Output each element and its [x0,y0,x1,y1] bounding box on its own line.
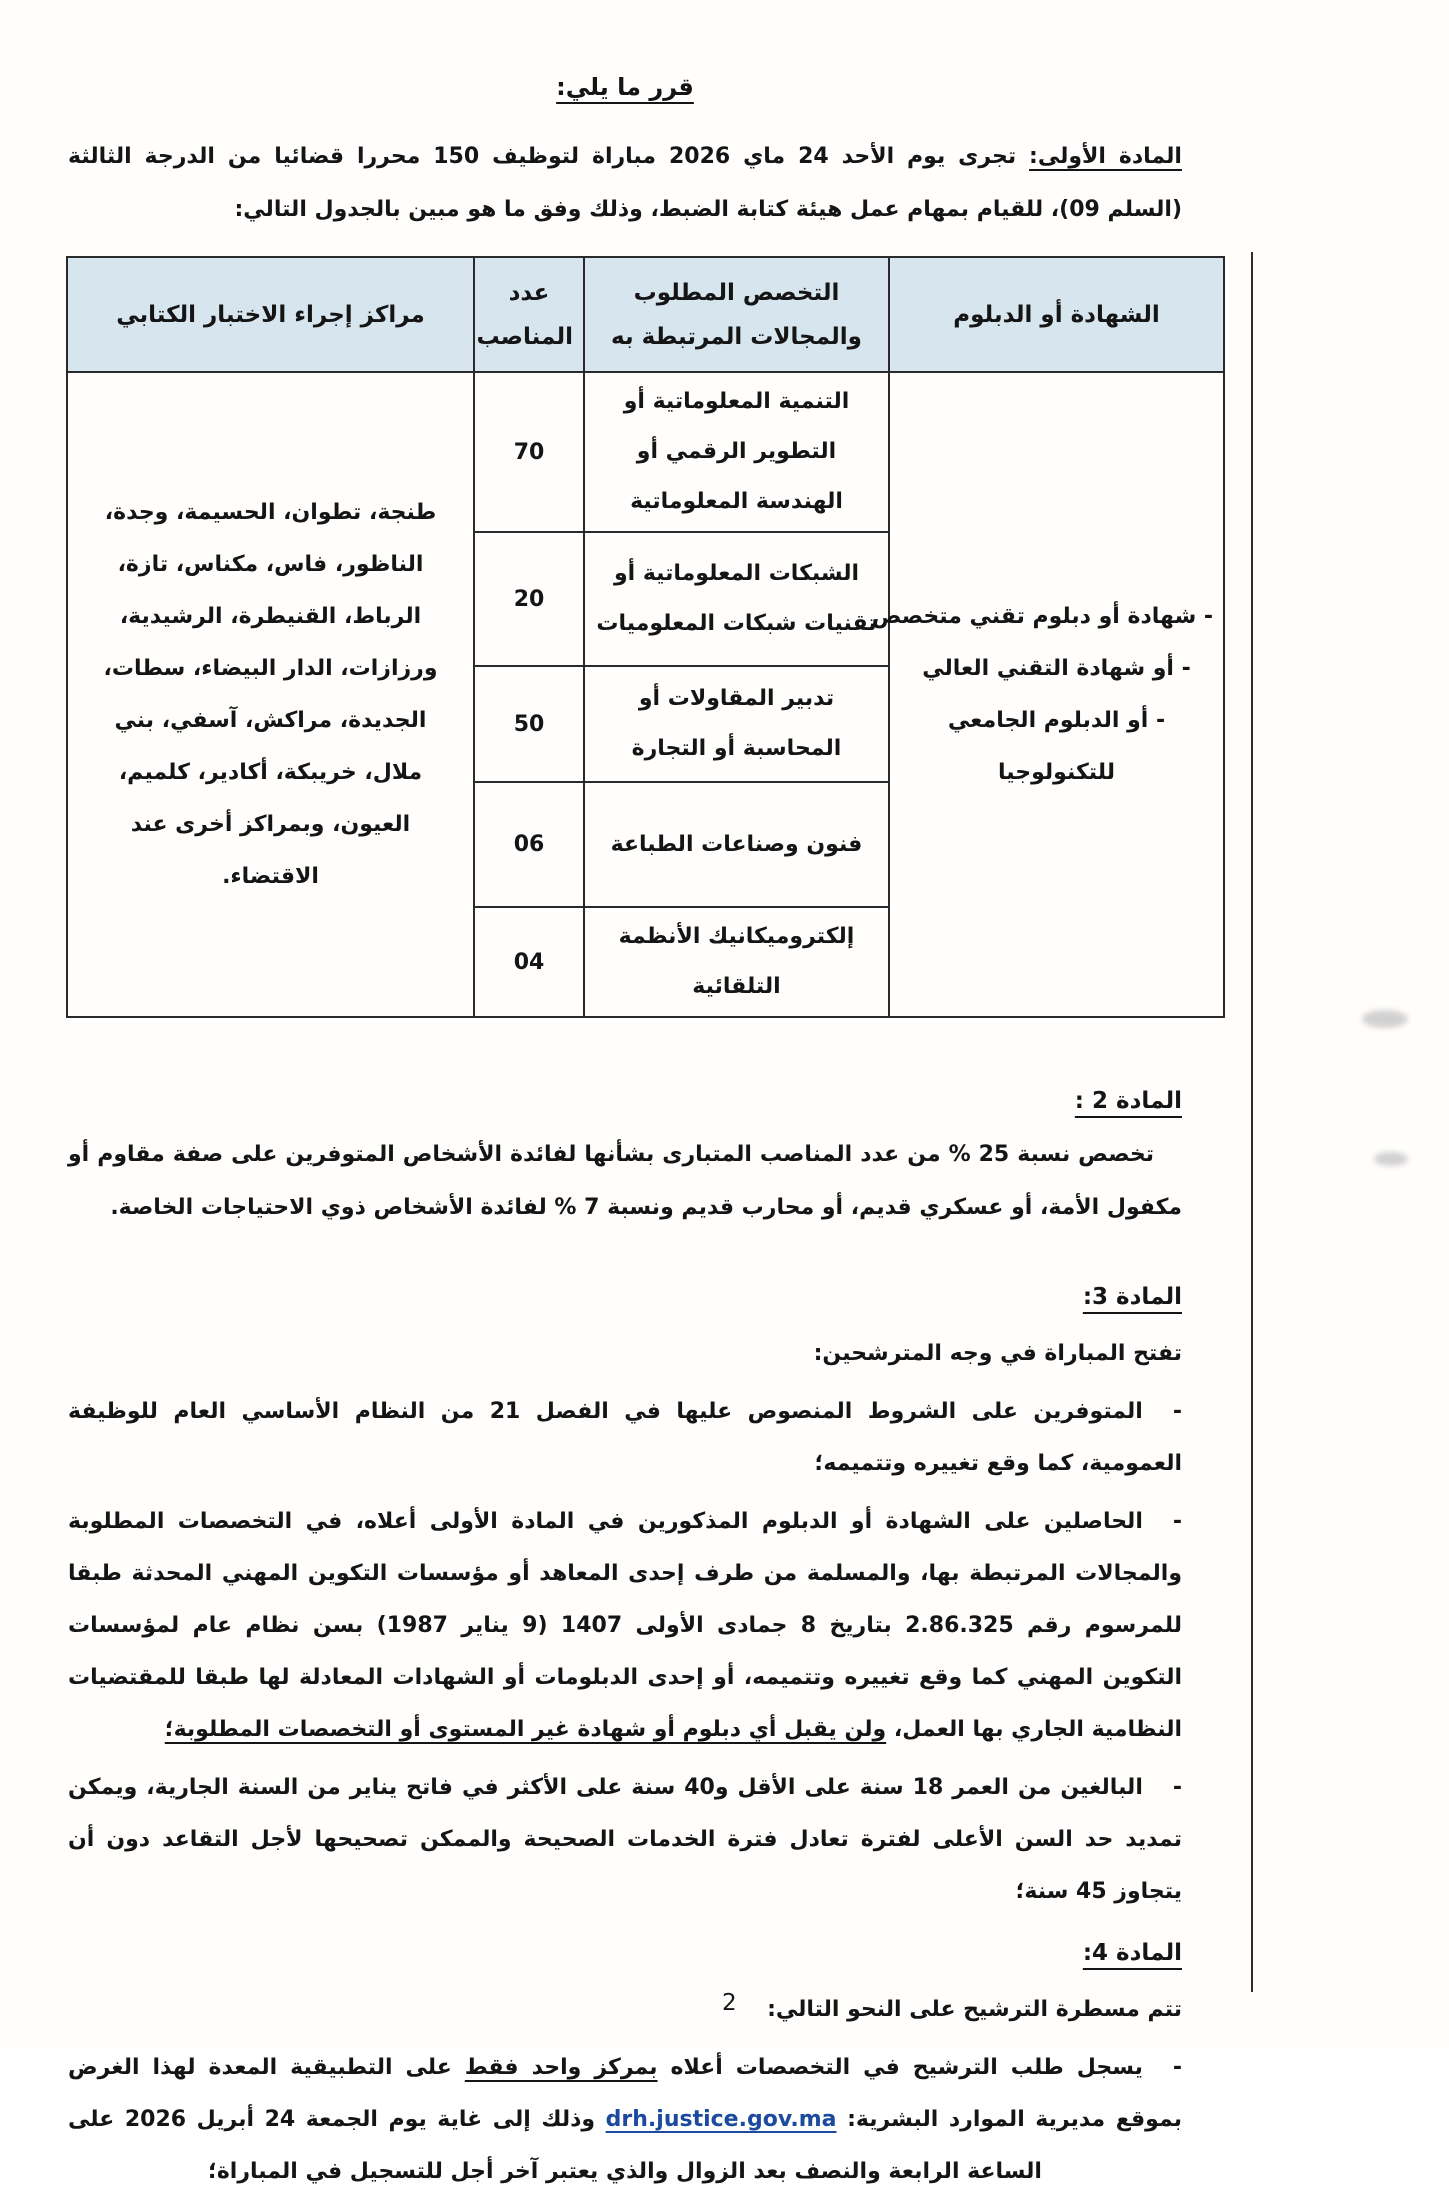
bullet-emphasized-text: ولن يقبل أي دبلوم أو شهادة غير المستوى أو التخصصات المطلوبة؛ [164,1717,887,1742]
article-4-intro: تتم مسطرة الترشيح على النحو التالي: [767,1997,1182,2022]
table-row [67,372,1224,532]
dash-bullet-marker: - [1172,2055,1183,2080]
article-2-heading: المادة 2 : [1074,1088,1182,1114]
article-1-paragraph [68,130,1182,236]
drh-justice-link[interactable]: drh.justice.gov.ma [605,2107,837,2132]
certificate-line: - أو الدبلوم الجامعي [947,707,1166,733]
article-3-bullet-1 [68,1386,1182,1490]
col-header-centers: مراكز إجراء الاختبار الكتابي [67,257,474,372]
bullet-text: وذلك إلى غاية يوم الجمعة 24 أبريل 2026 على الساعة الرابعة والنصف بعد الزوال والذي يعتبر آخر أجل للتسجيل في المباراة؛ [68,2107,1042,2184]
bullet-text: المتوفرين على الشروط المنصوص عليها في الفصل 21 من النظام الأساسي العام للوظيفة العمومية، كما وقع تغييره وتتميمه؛ [68,1399,1182,1476]
specialization-cell: إلكتروميكانيك الأنظمة التلقائية [584,907,889,1017]
positions-count-cell: 50 [474,666,584,782]
decision-title: قرر ما يلي: [556,73,694,101]
col-header-positions: عدد المناصب [474,257,584,372]
article-1-heading: المادة الأولى: [1029,144,1182,169]
positions-table [66,256,1225,1018]
col-header-specialization: التخصص المطلوب والمجالات المرتبطة به [584,257,889,372]
article-2-paragraph: تخصص نسبة 25 % من عدد المناصب المتبارى بشأنها لفائدة الأشخاص المتوفرين على صفة مقاوم أو مكفول الأمة، أو عسكري قديم، أو محارب قديم ونسبة 7 % لفائدة الأشخاص ذوي الاحتياجات الخاصة. [68,1142,1182,1220]
dash-bullet-marker: - [1172,1399,1182,1424]
article-3-bullet-3 [68,1762,1182,1918]
positions-count-cell: 06 [474,782,584,907]
scan-smudge-artifact [1374,1152,1408,1166]
article-4-bullet-1 [68,2042,1182,2198]
article-4-heading: المادة 4: [1082,1940,1182,1966]
bullet-emphasized-text: بمركز واحد فقط [464,2055,658,2080]
table-header-row [67,257,1224,372]
article-3-heading: المادة 3: [1082,1284,1182,1310]
dash-bullet-marker: - [1172,1509,1182,1534]
bullet-text: يسجل طلب الترشيح في التخصصات أعلاه [657,2055,1143,2080]
specialization-cell: الشبكات المعلوماتية أو تقنيات شبكات المعلوميات [584,532,889,666]
scan-edge-line-artifact [1251,252,1253,1992]
positions-count-cell: 70 [474,372,584,532]
scan-smudge-artifact [1362,1010,1408,1028]
certificate-line: - أو شهادة التقني العالي [922,655,1191,681]
specialization-cell: تدبير المقاولات أو المحاسبة أو التجارة [584,666,889,782]
exam-centers-cell: طنجة، تطوان، الحسيمة، وجدة، الناظور، فاس، مكناس، تازة، الرباط، القنيطرة، الرشيدية، ورزازات، الدار البيضاء، سطات، الجديدة، مراكش، آسفي، بني ملال، خريبكة، أكادير، كلميم، العيون، وبمراكز أخرى عند الاقتضاء. [67,372,474,1017]
article-3-intro: تفتح المباراة في وجه المترشحين: [813,1341,1182,1366]
certificate-line: - شهادة أو دبلوم تقني متخصص [871,603,1213,629]
specialization-cell: التنمية المعلوماتية أو التطوير الرقمي أو الهندسة المعلوماتية [584,372,889,532]
positions-count-cell: 20 [474,532,584,666]
article-1-body: تجرى يوم الأحد 24 ماي 2026 مباراة لتوظيف 150 محررا قضائيا من الدرجة الثالثة (السلم 09)، للقيام بمهام عمل هيئة كتابة الضبط، وذلك وفق ما هو مبين بالجدول التالي: [68,144,1182,222]
bullet-text: الحاصلين على الشهادة أو الدبلوم المذكورين في المادة الأولى أعلاه، في التخصصات المطلوبة والمجالات المرتبطة بها، والمسلمة من طرف إحدى المعاهد أو مؤسسات التكوين المهني المحدثة طبقا للمرسوم رقم 2.86.325 بتاريخ 8 جمادى الأولى 1407 (9 يناير 1987) بسن نظام عام لمؤسسات التكوين المهني كما وقع تغييره وتتميمه، أو إحدى الدبلومات أو الشهادات المعادلة لها طبقا للمقتضيات النظامية الجاري بها العمل، [68,1509,1182,1742]
certificate-line: للتكنولوجيا [998,759,1115,785]
certificate-cell [871,372,1224,1017]
bullet-text: على التطبيقية المعدة لهذا الغرض بموقع مديرية الموارد البشرية: [68,2055,1182,2132]
dash-bullet-marker: - [1172,1775,1182,1800]
positions-count-cell: 04 [474,907,584,1017]
article-3-bullet-2 [68,1496,1182,1756]
bullet-text: البالغين من العمر 18 سنة على الأقل و40 سنة على الأكثر في فاتح يناير من السنة الجارية، ويمكن تمديد حد السن الأعلى لفترة تعادل فترة الخدمات الصحيحة والممكن تصحيحها لأجل التقاعد دون أن يتجاوز 45 سنة؛ [68,1775,1182,1904]
col-header-certificate: الشهادة أو الدبلوم [889,257,1224,372]
page-number: 2 [722,1990,737,2016]
specialization-cell: فنون وصناعات الطباعة [584,782,889,907]
